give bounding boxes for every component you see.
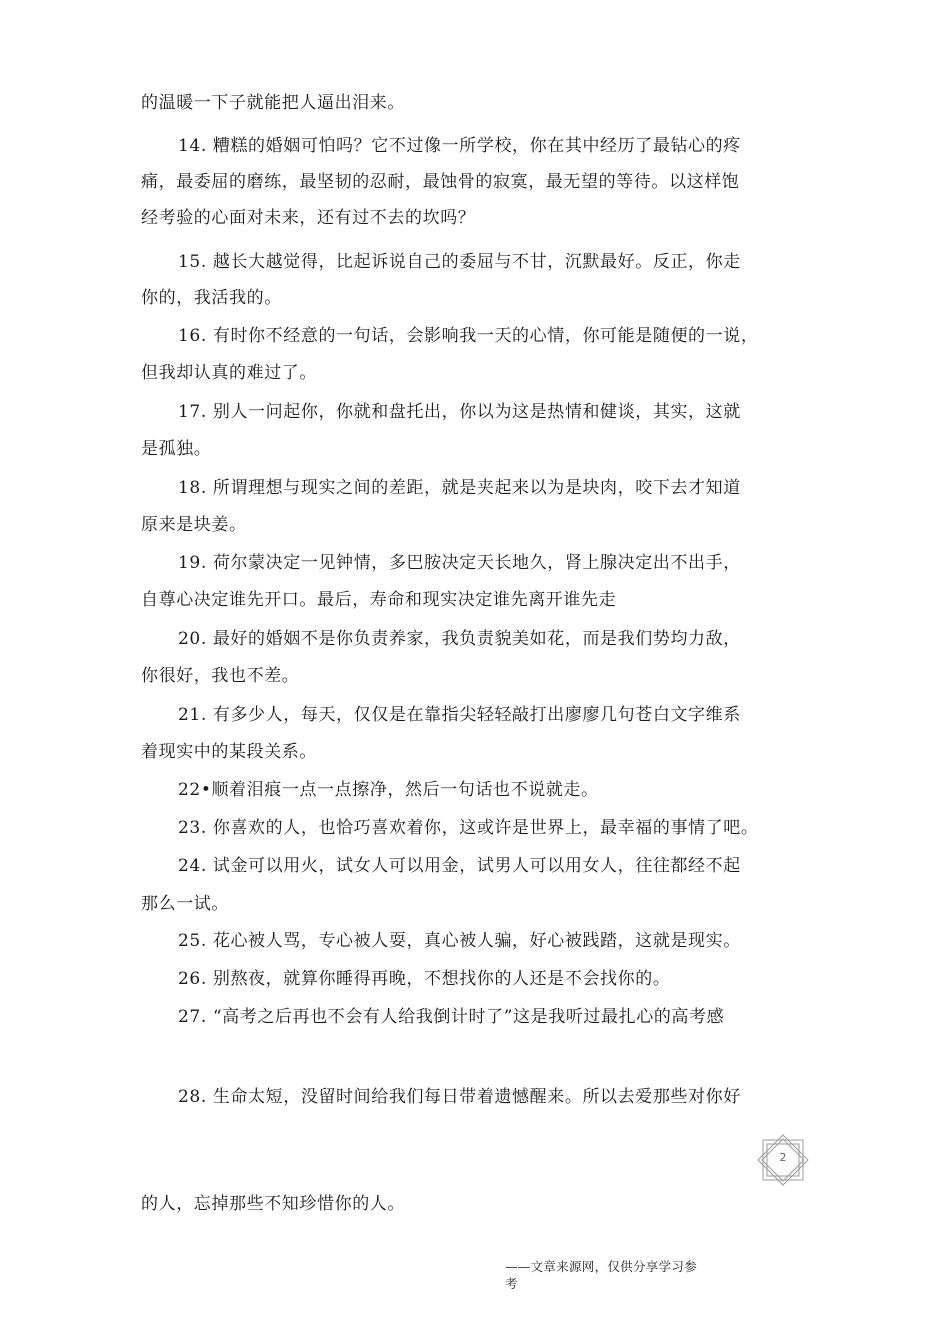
- text-line: 你很好，我也不差。: [141, 666, 300, 686]
- text-line: 21. 有多少人，每天，仅仅是在靠指尖轻轻敲打出廖廖几句苍白文字维系: [178, 705, 741, 725]
- footer-source-note: ——文章来源网，仅供分享学习参: [505, 1259, 698, 1274]
- page-number: 2: [779, 1151, 787, 1164]
- text-line: 痛，最委屈的磨练，最坚韧的忍耐，最蚀骨的寂寞，最无望的等待。以这样饱: [141, 172, 740, 192]
- text-line: 的人，忘掉那些不知珍惜你的人。: [141, 1194, 405, 1214]
- text-line: 15. 越长大越觉得，比起诉说自己的委屈与不甘，沉默最好。反正，你走: [178, 252, 741, 272]
- text-line: 是孤独。: [141, 439, 212, 459]
- page-number-badge: [757, 1134, 809, 1186]
- text-line: 24. 试金可以用火，试女人可以用金，试男人可以用女人，往往都经不起: [178, 856, 741, 876]
- text-line: 23. 你喜欢的人，也恰巧喜欢着你，这或许是世界上，最幸福的事情了吧。: [178, 818, 759, 838]
- text-line: 经考验的心面对未来，还有过不去的坎吗？: [141, 208, 476, 228]
- text-line: 28. 生命太短，没留时间给我们每日带着遗憾醒来。所以去爱那些对你好: [178, 1087, 741, 1107]
- text-line: 原来是块姜。: [141, 515, 247, 535]
- text-line: 的温暖一下子就能把人逼出泪来。: [141, 93, 405, 113]
- text-line: 但我却认真的难过了。: [141, 363, 317, 383]
- text-line: 14. 糟糕的婚姻可怕吗？它不过像一所学校，你在其中经历了最钻心的疼: [178, 136, 741, 156]
- text-line: 25. 花心被人骂，专心被人耍，真心被人骗，好心被践踏，这就是现实。: [178, 931, 741, 951]
- text-line: 着现实中的某段关系。: [141, 742, 317, 762]
- text-line: 19. 荷尔蒙决定一见钟情，多巴胺决定天长地久，肾上腺决定出不出手，: [178, 553, 741, 573]
- text-line: 27. “高考之后再也不会有人给我倒计时了”这是我听过最扎心的高考感: [178, 1007, 725, 1027]
- text-line: 自尊心决定谁先开口。最后，寿命和现实决定谁先离开谁先走: [141, 590, 617, 610]
- text-line: 你的，我活我的。: [141, 288, 282, 308]
- text-line: 16. 有时你不经意的一句话，会影响我一天的心情，你可能是随便的一说，: [178, 326, 759, 346]
- footer-source-note-cont: 考: [505, 1276, 518, 1291]
- text-line: 17. 别人一问起你，你就和盘托出，你以为这是热情和健谈，其实，这就: [178, 402, 741, 422]
- text-line: 18. 所谓理想与现实之间的差距，就是夹起来以为是块肉，咬下去才知道: [178, 478, 741, 498]
- text-line: 22•顺着泪痕一点一点擦净，然后一句话也不说就走。: [178, 780, 599, 800]
- text-line: 那么一试。: [141, 894, 229, 914]
- text-line: 20. 最好的婚姻不是你负责养家，我负责貌美如花，而是我们势均力敌，: [178, 629, 741, 649]
- text-line: 26. 别熬夜，就算你睡得再晚，不想找你的人还是不会找你的。: [178, 969, 671, 989]
